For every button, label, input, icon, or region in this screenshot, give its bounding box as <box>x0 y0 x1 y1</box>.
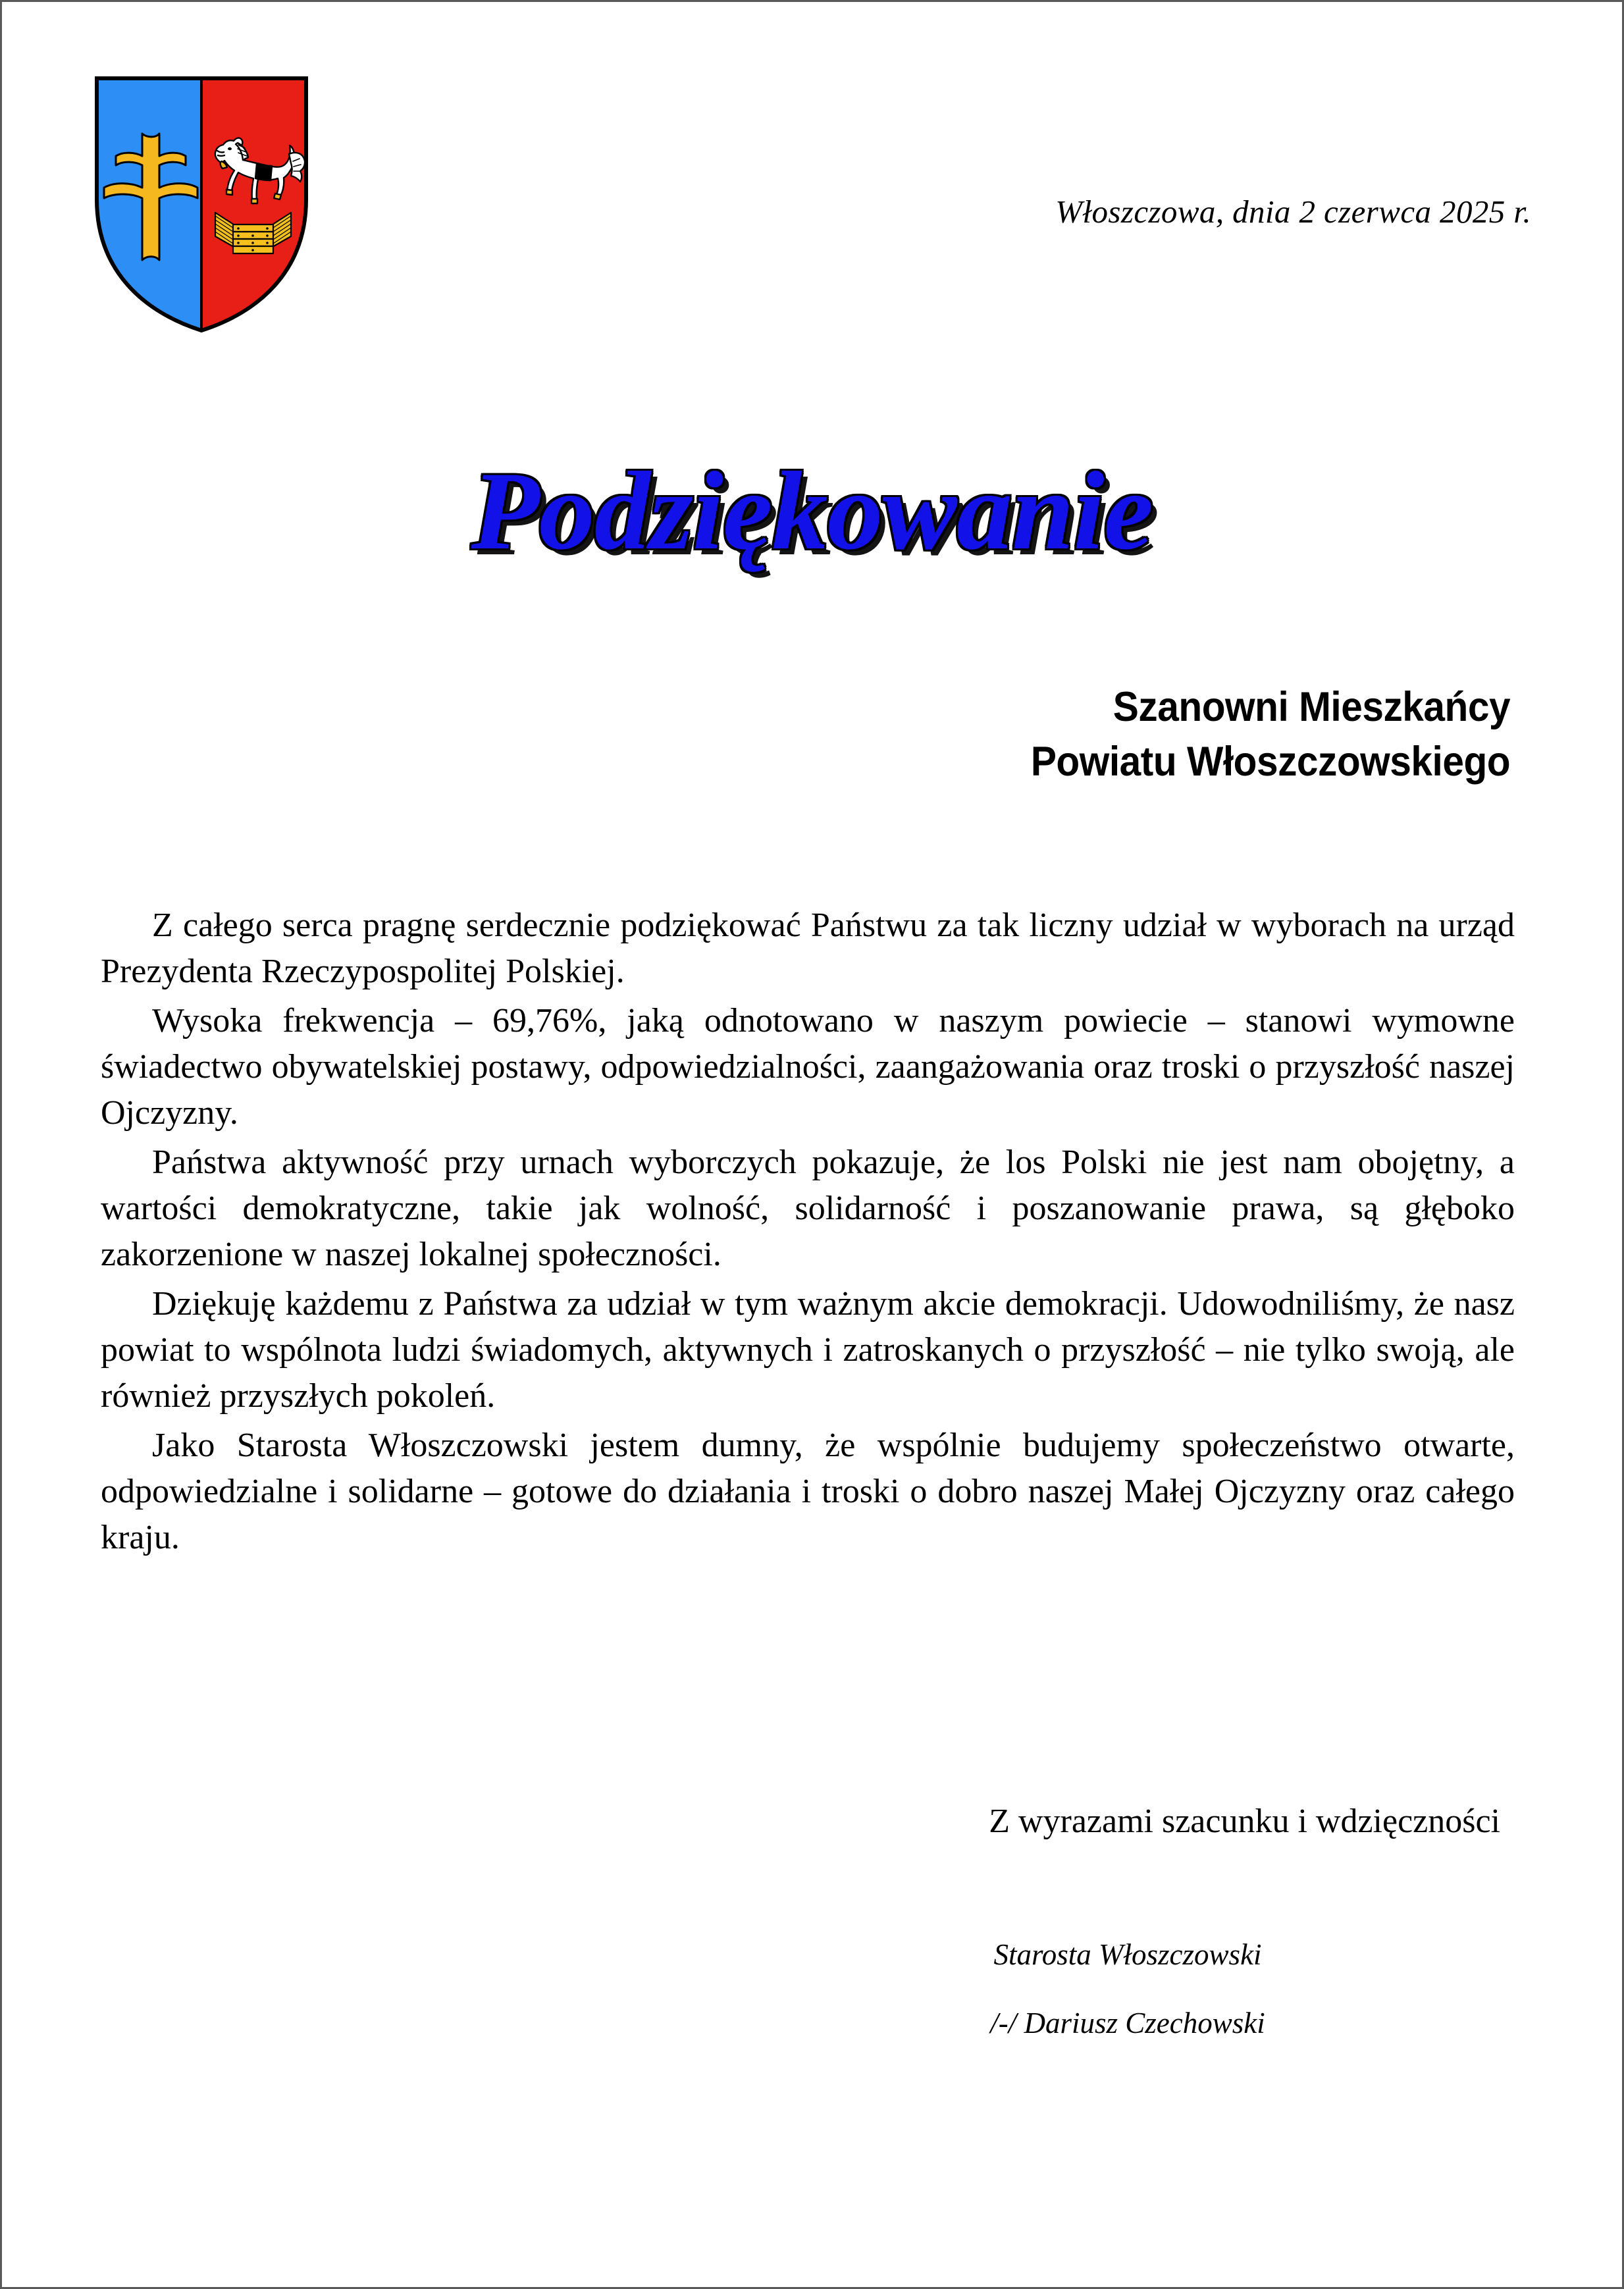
coat-of-arms-svg <box>93 74 310 334</box>
body-paragraph-1: Z całego serca pragnę serdecznie podziękować Państwu za tak liczny udział w wyborach na urząd Prezydenta Rzeczypospolitej Polskiej. <box>101 907 1515 990</box>
signature-block <box>858 1937 1398 2040</box>
signature-role: Starosta Włoszczowski <box>993 1938 1262 1971</box>
salutation-line-2: Powiatu Włoszczowskiego <box>1030 739 1510 785</box>
letter-body <box>101 903 1515 1564</box>
salutation-block <box>1031 680 1510 789</box>
date-line: Włoszczowa, dnia 2 czerwca 2025 r. <box>1055 194 1531 230</box>
salutation-line-1: Szanowni Mieszkańcy <box>1113 684 1510 730</box>
body-paragraph-5: Jako Starosta Włoszczowski jestem dumny, że wspólnie budujemy społeczeństwo otwarte, odpowiedzialne i solidarne – gotowe do działania i troski o dobro naszej Małej Ojczyzny oraz całego kraju. <box>101 1427 1515 1556</box>
closing-salutation: Z wyrazami szacunku i wdzięczności <box>989 1802 1500 1840</box>
shield-field-right <box>201 74 310 334</box>
body-paragraph-2: Wysoka frekwencja – 69,76%, jaką odnotowano w naszym powiecie – stanowi wymowne świadectwo obywatelskiej postawy, odpowiedzialności, zaangażowania oraz troski o przyszłość naszej Ojczyzny. <box>101 1002 1515 1132</box>
page-title: Podziękowanie <box>471 448 1153 573</box>
body-paragraph-3: Państwa aktywność przy urnach wyborczych pokazuje, że los Polski nie jest nam obojętny, a wartości demokratyczne, takie jak wolność, solidarność i poszanowanie prawa, są głęboko zakorzenione w naszej lokalnej społeczności. <box>101 1144 1515 1273</box>
coat-of-arms <box>93 74 310 334</box>
signature-name: /-/ Dariusz Czechowski <box>990 2007 1265 2039</box>
body-paragraph-4: Dziękuję każdemu z Państwa za udział w tym ważnym akcie demokracji. Udowodniliśmy, że nasz powiat to wspólnota ludzi świadomych, aktywnych i zatroskanych o przyszłość – nie tylko swoją, ale również przyszłych pokoleń. <box>101 1285 1515 1415</box>
